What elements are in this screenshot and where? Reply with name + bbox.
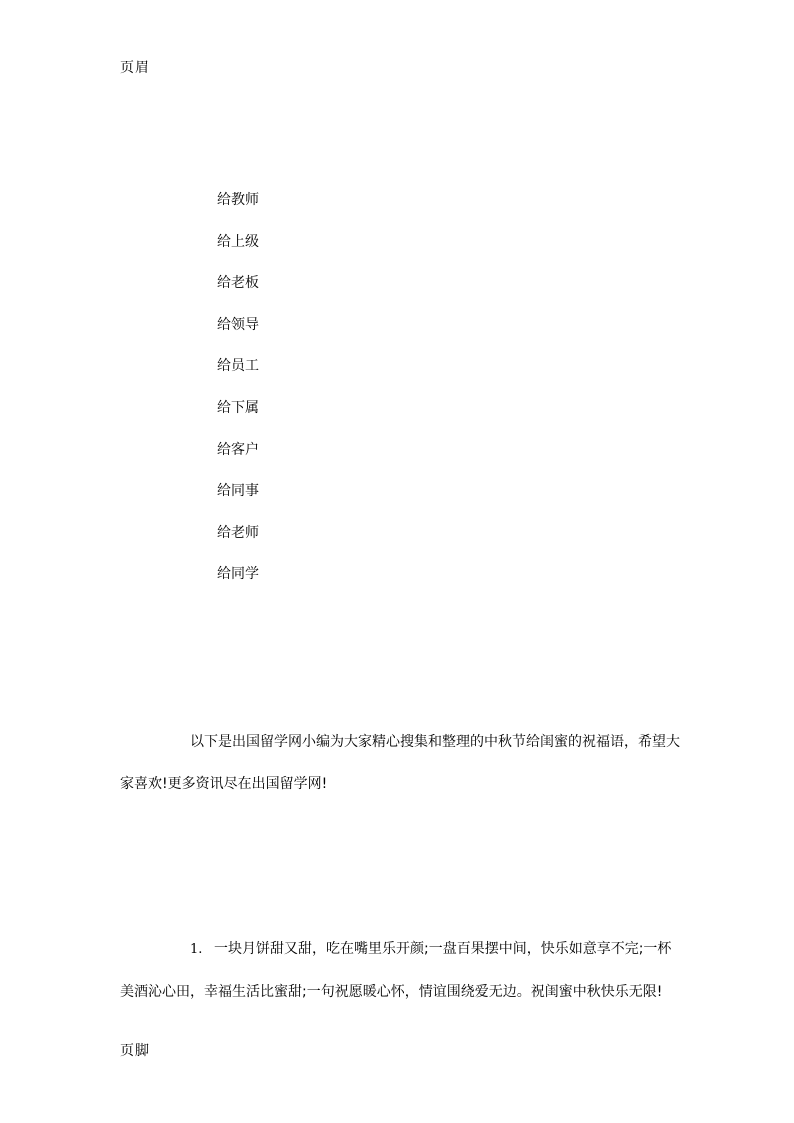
intro-paragraph — [120, 721, 684, 805]
link-leader[interactable]: 给领导 — [217, 316, 259, 333]
link-subordinate[interactable]: 给下属 — [217, 399, 259, 416]
link-classmate[interactable]: 给同学 — [217, 566, 259, 583]
item-number: 1. — [190, 942, 203, 957]
link-client[interactable]: 给客户 — [217, 441, 259, 458]
link-superior[interactable]: 给上级 — [217, 233, 259, 250]
link-employee[interactable]: 给员工 — [217, 358, 259, 375]
recipient-link-list — [217, 190, 259, 606]
link-teacher[interactable]: 给教师 — [217, 192, 259, 208]
link-instructor[interactable]: 给老师 — [217, 524, 259, 541]
page-footer: 页脚 — [120, 1043, 150, 1059]
page-header: 页眉 — [120, 60, 150, 76]
greeting-item — [120, 928, 684, 1013]
link-colleague[interactable]: 给同事 — [217, 483, 259, 500]
intro-text: 以下是出国留学网小编为大家精心搜集和整理的中秋节给闺蜜的祝福语，希望大家喜欢!更多资讯尽在出国留学网! — [120, 734, 680, 792]
item-text: 一块月饼甜又甜，吃在嘴里乐开颜;一盘百果摆中间，快乐如意享不完;一杯美酒沁心田，幸福生活比蜜甜;一句祝愿暖心怀，情谊围绕爱无边。祝闺蜜中秋快乐无限! — [120, 941, 672, 1000]
link-boss[interactable]: 给老板 — [217, 275, 259, 292]
